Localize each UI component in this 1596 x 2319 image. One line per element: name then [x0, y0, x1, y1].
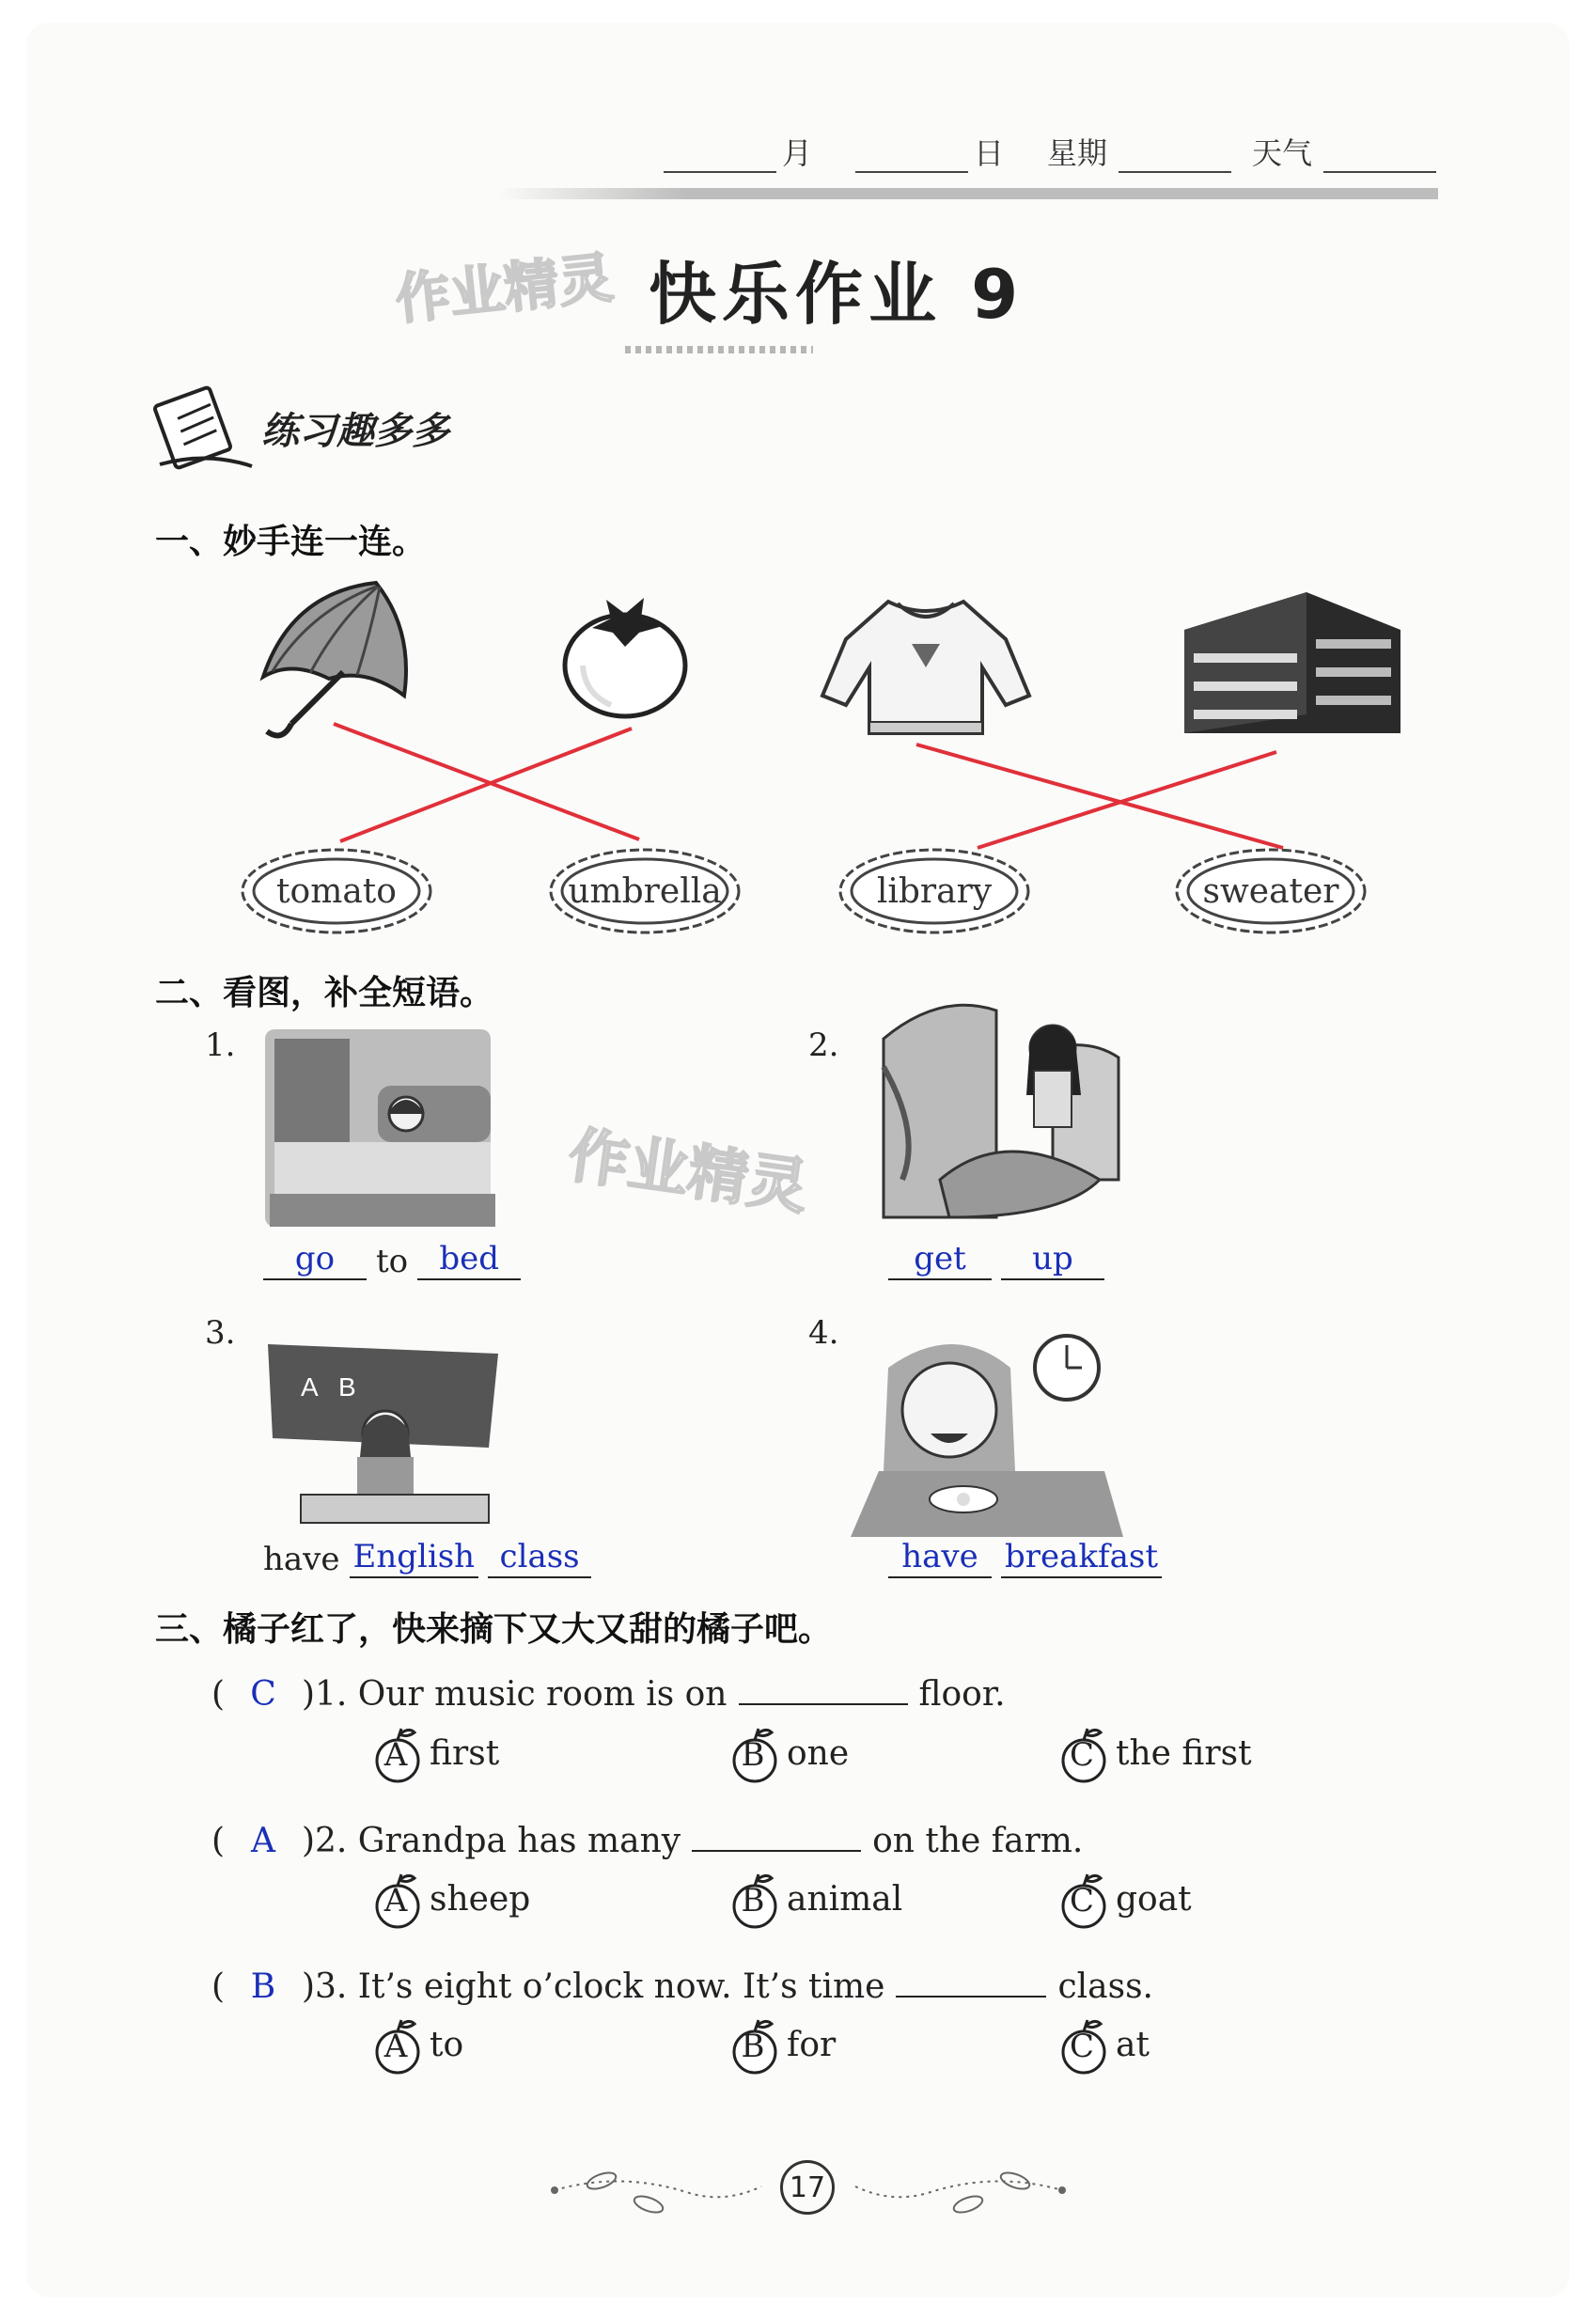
- chosen-answer: B: [250, 1967, 276, 2006]
- option-a[interactable]: [371, 2016, 463, 2073]
- question-stem-end: floor.: [918, 1675, 1006, 1714]
- word-bubble-tomato[interactable]: [237, 844, 436, 938]
- chosen-answer: C: [250, 1675, 276, 1714]
- question-stem: 3. It’s eight o’clock now. It’s time: [315, 1967, 885, 2006]
- word-label: library: [876, 871, 993, 911]
- answer-parentheses[interactable]: ( B ): [211, 1967, 315, 2006]
- option-text: the first: [1116, 1733, 1252, 1773]
- question-3: [211, 1967, 1153, 2006]
- section1-heading: 一、妙手连一连。: [155, 523, 427, 561]
- section3-heading: 三、橘子红了，快来摘下又大又甜的橘子吧。: [155, 1610, 833, 1649]
- practice-banner: [150, 385, 449, 470]
- item-number: 3.: [205, 1314, 236, 1352]
- page-number: 17: [780, 2160, 835, 2215]
- svg-text:A: A: [301, 1372, 319, 1402]
- svg-text:B: B: [338, 1372, 356, 1402]
- banner-label: 练习趣多多: [261, 409, 449, 453]
- apple-icon: A: [371, 1871, 424, 1927]
- answer-parentheses[interactable]: ( A ): [211, 1822, 315, 1860]
- title-divider: [625, 346, 813, 353]
- weather-blank[interactable]: [1323, 145, 1436, 173]
- answer-blank[interactable]: go: [263, 1239, 367, 1280]
- option-text: to: [430, 2025, 464, 2064]
- option-text: animal: [787, 1879, 903, 1919]
- option-a[interactable]: [371, 1725, 499, 1781]
- option-c[interactable]: [1057, 2016, 1150, 2073]
- item-number: 2.: [808, 1026, 839, 1064]
- phrase-3: [263, 1537, 591, 1578]
- answer-parentheses[interactable]: ( C ): [211, 1675, 315, 1714]
- question-stem-end: on the farm.: [872, 1822, 1084, 1860]
- option-b[interactable]: [728, 1871, 902, 1927]
- apple-icon: B: [728, 1725, 781, 1781]
- word-label: umbrella: [568, 871, 722, 911]
- umbrella-picture: [254, 573, 414, 743]
- apple-icon: A: [371, 1725, 424, 1781]
- answer-blank[interactable]: get: [888, 1239, 992, 1280]
- option-c[interactable]: [1057, 1871, 1192, 1927]
- option-c[interactable]: [1057, 1725, 1252, 1781]
- option-text: for: [787, 2025, 837, 2064]
- answer-blank[interactable]: breakfast: [1001, 1537, 1162, 1578]
- header-rule: [498, 188, 1438, 199]
- answer-blank[interactable]: up: [1001, 1239, 1104, 1280]
- weekday-blank[interactable]: [1119, 145, 1231, 173]
- phrase-text: to: [376, 1243, 409, 1280]
- weekday-label: 星期: [1047, 135, 1108, 171]
- watermark: 作业精灵: [392, 245, 617, 332]
- answer-blank[interactable]: class: [488, 1537, 591, 1578]
- weather-label: 天气: [1252, 135, 1313, 171]
- question-blank[interactable]: [692, 1850, 861, 1852]
- question-stem-end: class.: [1057, 1967, 1153, 2006]
- breakfast-picture: [851, 1321, 1123, 1537]
- question-1: [211, 1675, 1006, 1714]
- apple-icon: A: [371, 2016, 424, 2073]
- watermark: 作业精灵: [564, 1120, 813, 1224]
- option-b[interactable]: [728, 2016, 836, 2073]
- answer-blank[interactable]: English: [350, 1537, 479, 1578]
- option-text: sheep: [430, 1879, 531, 1919]
- sweater-picture: [818, 592, 1034, 743]
- apple-icon: B: [728, 1871, 781, 1927]
- option-text: first: [430, 1733, 500, 1773]
- month-blank[interactable]: [664, 145, 776, 173]
- library-picture: [1175, 573, 1410, 743]
- date-line: [658, 130, 1442, 173]
- going-to-bed-picture: [256, 1020, 509, 1236]
- item-number: 1.: [205, 1026, 236, 1064]
- question-2: [211, 1822, 1083, 1860]
- tomato-picture: [555, 590, 696, 722]
- page-title: 快乐作业 9: [649, 255, 1025, 334]
- word-bubble-library[interactable]: [835, 844, 1034, 938]
- word-bubble-umbrella[interactable]: [545, 844, 744, 938]
- answer-blank[interactable]: have: [888, 1537, 992, 1578]
- word-label: tomato: [276, 871, 397, 911]
- word-label: sweater: [1202, 871, 1339, 911]
- getting-up-picture: [865, 992, 1128, 1227]
- apple-icon: C: [1057, 1871, 1110, 1927]
- clipboard-icon: [150, 385, 254, 470]
- question-blank[interactable]: [739, 1703, 908, 1705]
- option-text: at: [1116, 2025, 1150, 2064]
- apple-icon: C: [1057, 1725, 1110, 1781]
- day-blank[interactable]: [855, 145, 968, 173]
- apple-icon: B: [728, 2016, 781, 2073]
- chosen-answer: A: [251, 1822, 275, 1860]
- option-a[interactable]: [371, 1871, 530, 1927]
- phrase-4: [888, 1537, 1162, 1578]
- question-blank[interactable]: [896, 1996, 1046, 1998]
- item-number: 4.: [808, 1314, 839, 1352]
- english-class-picture: [263, 1335, 508, 1528]
- option-text: goat: [1116, 1879, 1192, 1919]
- answer-blank[interactable]: bed: [417, 1239, 521, 1280]
- month-label: 月: [782, 135, 813, 171]
- day-label: 日: [974, 135, 1005, 171]
- question-stem: 2. Grandpa has many: [315, 1822, 681, 1860]
- phrase-1: [263, 1239, 521, 1280]
- question-stem: 1. Our music room is on: [315, 1675, 728, 1714]
- section2-heading: 二、看图，补全短语。: [155, 974, 494, 1012]
- option-text: one: [787, 1733, 850, 1773]
- phrase-text: have: [263, 1541, 340, 1578]
- apple-icon: C: [1057, 2016, 1110, 2073]
- option-b[interactable]: [728, 1725, 849, 1781]
- word-bubble-sweater[interactable]: [1171, 844, 1370, 938]
- phrase-2: [888, 1239, 1104, 1280]
